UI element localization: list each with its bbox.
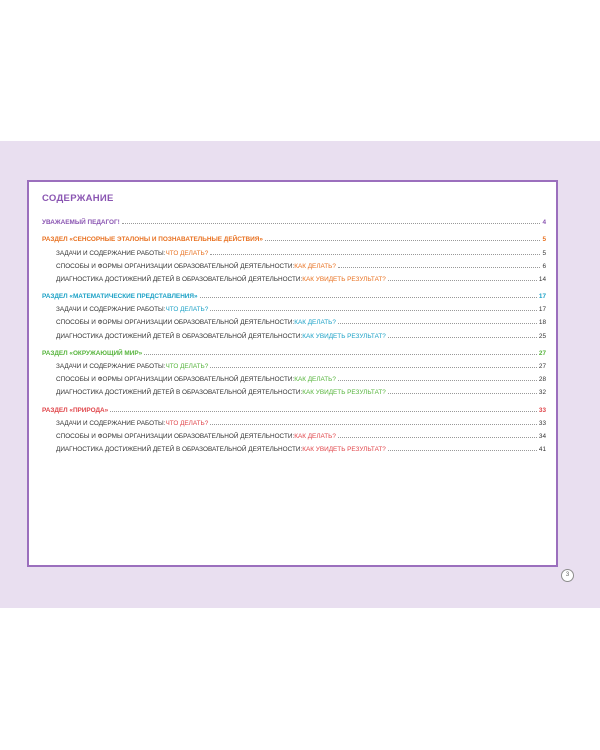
toc-page-number: 33: [538, 419, 546, 427]
toc-entry-label: ЗАДАЧИ И СОДЕРЖАНИЕ РАБОТЫ:: [56, 306, 166, 314]
toc-subentry[interactable]: [42, 260, 546, 273]
dot-leader: [110, 411, 537, 412]
toc-subentry[interactable]: [42, 303, 546, 316]
dot-leader: [388, 280, 537, 281]
dot-leader: [388, 393, 537, 394]
toc-entry-label: РАЗДЕЛ «СЕНСОРНЫЕ ЭТАЛОНЫ И ПОЗНАВАТЕЛЬНЫЕ ДЕЙСТВИЯ»: [42, 236, 263, 244]
dot-leader: [200, 297, 537, 298]
toc-subentry[interactable]: [42, 316, 546, 329]
toc-entry-label: УВАЖАЕМЫЙ ПЕДАГОГ!: [42, 219, 120, 226]
dot-leader: [388, 450, 537, 451]
toc-page-number: 34: [538, 432, 546, 440]
toc-entry-accent: ЧТО ДЕЛАТЬ?: [165, 419, 209, 427]
toc-entry-accent: КАК УВИДЕТЬ РЕЗУЛЬТАТ?: [302, 275, 386, 283]
toc-heading: СОДЕРЖАНИЕ: [42, 193, 114, 204]
toc-entry-accent: КАК ДЕЛАТЬ?: [294, 319, 336, 327]
dot-leader: [338, 437, 537, 438]
toc-entry-label: ЗАДАЧИ И СОДЕРЖАНИЕ РАБОТЫ:: [56, 419, 166, 427]
dot-leader: [338, 323, 537, 324]
toc-entry-label: СПОСОБЫ И ФОРМЫ ОРГАНИЗАЦИИ ОБРАЗОВАТЕЛЬНОЙ ДЕЯТЕЛЬНОСТИ:: [56, 262, 295, 270]
toc-entry-accent: КАК УВИДЕТЬ РЕЗУЛЬТАТ?: [302, 332, 386, 340]
toc-subentry[interactable]: [42, 443, 546, 456]
toc-page-number: 5: [542, 236, 546, 244]
toc-entry-accent: КАК ДЕЛАТЬ?: [294, 376, 336, 384]
dot-leader: [122, 223, 541, 224]
page-number-badge: 3: [561, 569, 574, 582]
toc-page-number: 41: [538, 446, 546, 454]
toc-entry-label: СПОСОБЫ И ФОРМЫ ОРГАНИЗАЦИИ ОБРАЗОВАТЕЛЬНОЙ ДЕЯТЕЛЬНОСТИ:: [56, 432, 295, 440]
toc-entry-label: ЗАДАЧИ И СОДЕРЖАНИЕ РАБОТЫ:: [56, 363, 166, 371]
toc-section-entry[interactable]: [42, 404, 546, 417]
dot-leader: [210, 254, 540, 255]
toc-page-number: 17: [538, 306, 546, 314]
dot-leader: [338, 380, 537, 381]
toc-page-number: 18: [538, 319, 546, 327]
toc-section-entry[interactable]: [42, 347, 546, 360]
toc-page-number: 17: [538, 293, 546, 301]
toc-entry-label: ДИАГНОСТИКА ДОСТИЖЕНИЙ ДЕТЕЙ В ОБРАЗОВАТЕЛЬНОЙ ДЕЯТЕЛЬНОСТИ:: [56, 332, 303, 340]
dot-leader: [210, 424, 537, 425]
toc-entry-accent: КАК ДЕЛАТЬ?: [294, 262, 336, 270]
toc-page-number: 32: [538, 389, 546, 397]
toc-entry-label: ДИАГНОСТИКА ДОСТИЖЕНИЙ ДЕТЕЙ В ОБРАЗОВАТЕЛЬНОЙ ДЕЯТЕЛЬНОСТИ:: [56, 389, 303, 397]
toc-entry-accent: КАК УВИДЕТЬ РЕЗУЛЬТАТ?: [302, 446, 386, 454]
toc-subentry[interactable]: [42, 373, 546, 386]
toc-entry-label: РАЗДЕЛ «ОКРУЖАЮЩИЙ МИР»: [42, 350, 143, 358]
toc-entry-label: РАЗДЕЛ «ПРИРОДА»: [42, 406, 109, 414]
toc-subentry[interactable]: [42, 330, 546, 343]
toc-entry-label: ДИАГНОСТИКА ДОСТИЖЕНИЙ ДЕТЕЙ В ОБРАЗОВАТЕЛЬНОЙ ДЕЯТЕЛЬНОСТИ:: [56, 446, 303, 454]
toc-entry-accent: КАК УВИДЕТЬ РЕЗУЛЬТАТ?: [302, 389, 386, 397]
toc-page-number: 33: [538, 406, 546, 414]
toc-entry-label: СПОСОБЫ И ФОРМЫ ОРГАНИЗАЦИИ ОБРАЗОВАТЕЛЬНОЙ ДЕЯТЕЛЬНОСТИ:: [56, 319, 295, 327]
toc-subentry[interactable]: [42, 386, 546, 399]
toc-section-entry[interactable]: [42, 290, 546, 303]
dot-leader: [210, 367, 537, 368]
toc-page-number: 27: [538, 350, 546, 358]
toc-subentry[interactable]: [42, 360, 546, 373]
toc-subentry[interactable]: [42, 273, 546, 286]
toc-page-number: 4: [542, 219, 546, 226]
toc-entry-label: ЗАДАЧИ И СОДЕРЖАНИЕ РАБОТЫ:: [56, 249, 166, 257]
toc-page-number: 6: [542, 262, 546, 270]
dot-leader: [144, 354, 537, 355]
toc-panel: [27, 180, 558, 567]
toc-page-number: 28: [538, 376, 546, 384]
toc-entry-accent: ЧТО ДЕЛАТЬ?: [165, 249, 209, 257]
toc-page-number: 27: [538, 363, 546, 371]
toc-entry-accent: ЧТО ДЕЛАТЬ?: [165, 306, 209, 314]
toc-subentry[interactable]: [42, 430, 546, 443]
dot-leader: [338, 267, 541, 268]
toc-entry-label: СПОСОБЫ И ФОРМЫ ОРГАНИЗАЦИИ ОБРАЗОВАТЕЛЬНОЙ ДЕЯТЕЛЬНОСТИ:: [56, 376, 295, 384]
toc-entry-label: РАЗДЕЛ «МАТЕМАТИЧЕСКИЕ ПРЕДСТАВЛЕНИЯ»: [42, 293, 198, 301]
toc-list: [42, 216, 546, 456]
toc-page-number: 25: [538, 332, 546, 340]
toc-page-number: 5: [542, 249, 546, 257]
dot-leader: [388, 337, 537, 338]
dot-leader: [210, 310, 537, 311]
toc-page-number: 14: [538, 275, 546, 283]
toc-subentry[interactable]: [42, 247, 546, 260]
toc-section-entry[interactable]: [42, 216, 546, 229]
toc-entry-label: ДИАГНОСТИКА ДОСТИЖЕНИЙ ДЕТЕЙ В ОБРАЗОВАТЕЛЬНОЙ ДЕЯТЕЛЬНОСТИ:: [56, 275, 303, 283]
toc-subentry[interactable]: [42, 417, 546, 430]
toc-entry-accent: КАК ДЕЛАТЬ?: [294, 432, 336, 440]
dot-leader: [265, 240, 541, 241]
toc-section-entry[interactable]: [42, 233, 546, 246]
toc-entry-accent: ЧТО ДЕЛАТЬ?: [165, 363, 209, 371]
